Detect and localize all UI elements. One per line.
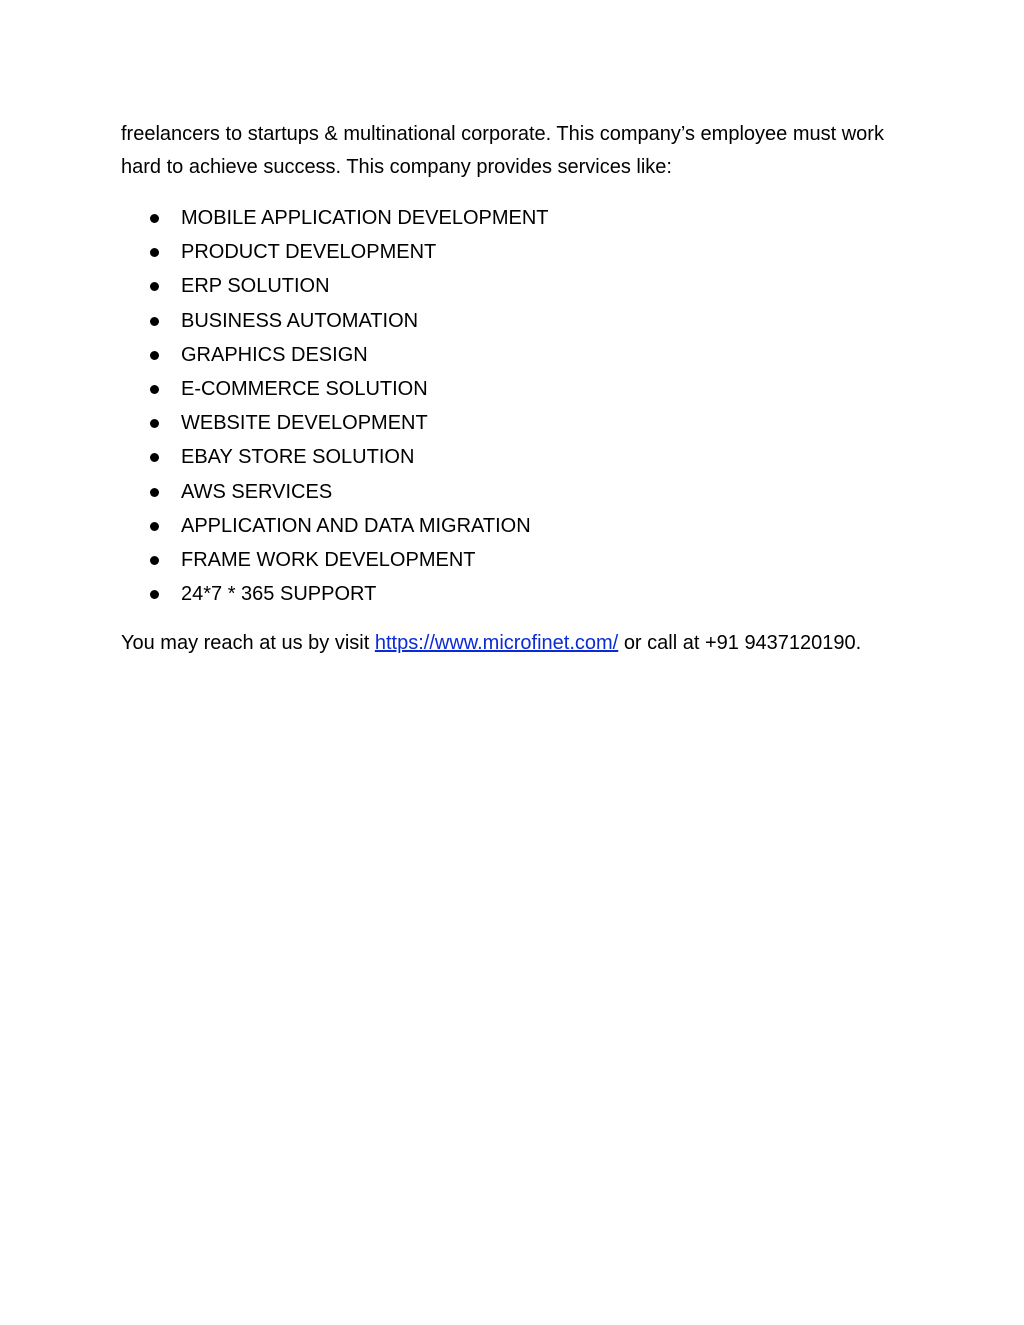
list-item — [150, 475, 549, 509]
service-label: WEBSITE DEVELOPMENT — [181, 412, 428, 435]
bullet-icon — [150, 522, 159, 531]
service-label: FRAME WORK DEVELOPMENT — [181, 548, 476, 571]
services-list — [150, 201, 549, 611]
list-item — [150, 304, 549, 338]
contact-prefix: You may reach at us by visit — [121, 632, 370, 654]
list-item — [150, 269, 549, 303]
list-item — [150, 372, 549, 406]
service-label: APPLICATION AND DATA MIGRATION — [181, 514, 531, 537]
bullet-icon — [150, 556, 159, 565]
bullet-icon — [150, 419, 159, 428]
list-item — [150, 543, 549, 577]
bullet-icon — [150, 488, 159, 497]
bullet-icon — [150, 590, 159, 599]
service-label: BUSINESS AUTOMATION — [181, 309, 419, 332]
list-item — [150, 406, 549, 440]
list-item — [150, 338, 549, 372]
list-item — [150, 509, 549, 543]
intro-paragraph: freelancers to startups & multinational corporate. This company’s employee must work hard to achieve success. This company provides services like: — [121, 123, 884, 178]
service-label: E-COMMERCE SOLUTION — [181, 377, 428, 400]
service-label: EBAY STORE SOLUTION — [181, 446, 415, 469]
bullet-icon — [150, 351, 159, 360]
contact-paragraph — [121, 627, 903, 660]
service-label: MOBILE APPLICATION DEVELOPMENT — [181, 207, 549, 229]
list-item — [150, 235, 549, 269]
service-label: ERP SOLUTION — [181, 275, 330, 298]
service-label: 24*7 * 365 SUPPORT — [181, 583, 377, 606]
list-item — [150, 577, 549, 611]
bullet-icon — [150, 282, 159, 291]
bullet-icon — [150, 385, 159, 394]
website-link[interactable]: https://www.microfinet.com/ — [374, 632, 619, 654]
bullet-icon — [150, 248, 159, 257]
bullet-icon — [150, 317, 159, 326]
list-item — [150, 201, 549, 235]
contact-suffix: or call at +91 9437120190. — [623, 632, 862, 654]
service-label: AWS SERVICES — [181, 480, 333, 503]
bullet-icon — [150, 453, 159, 462]
bullet-icon — [150, 214, 159, 223]
list-item — [150, 440, 549, 474]
service-label: GRAPHICS DESIGN — [181, 343, 368, 366]
service-label: PRODUCT DEVELOPMENT — [181, 241, 437, 264]
